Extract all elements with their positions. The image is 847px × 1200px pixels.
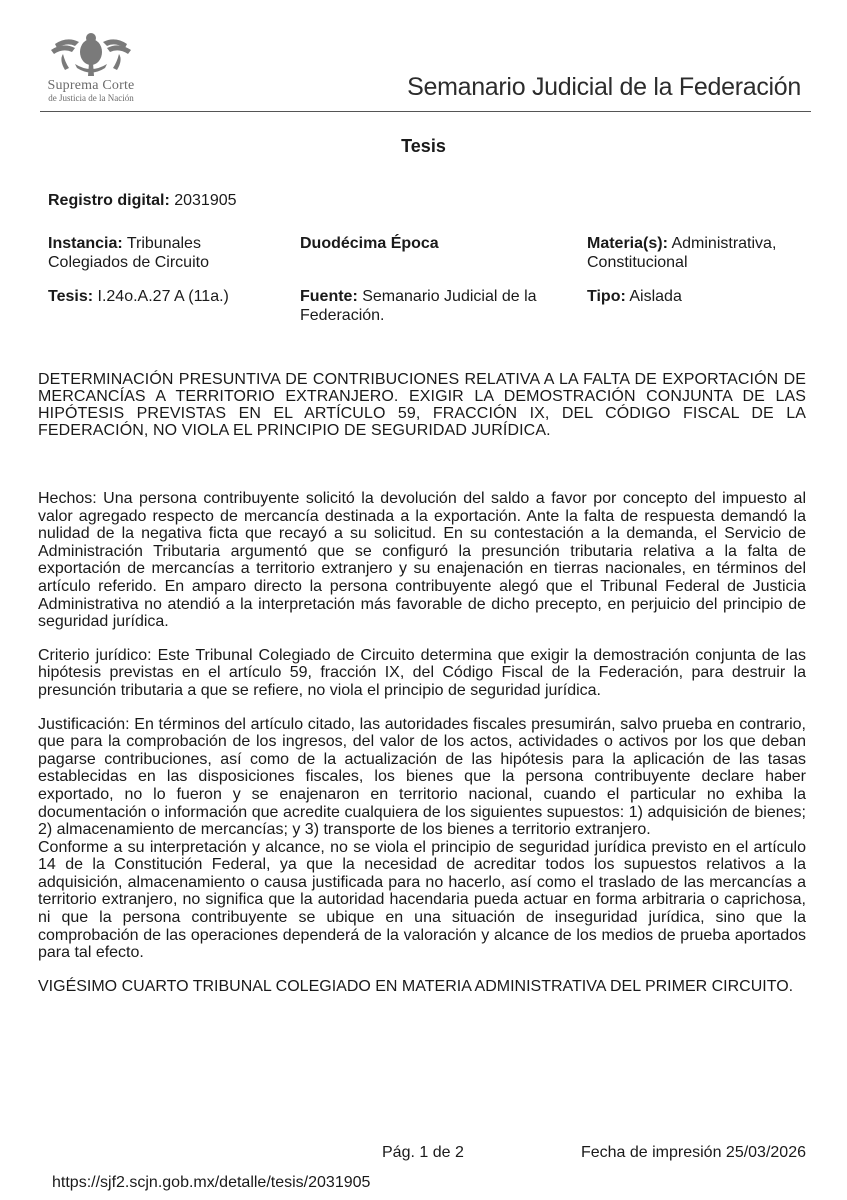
tesis-body bbox=[38, 490, 806, 995]
fuente bbox=[300, 287, 570, 325]
document-type-heading: Tesis bbox=[401, 136, 446, 156]
scjn-logo bbox=[36, 30, 146, 103]
tipo-label: Tipo: bbox=[587, 288, 626, 305]
registro-value: 2031905 bbox=[174, 192, 237, 209]
tesis-rubro: DETERMINACIÓN PRESUNTIVA DE CONTRIBUCIONES RELATIVA A LA FALTA DE EXPORTACIÓN DE MERCANCÍAS A TERRITORIO EXTRANJERO. EXIGIR LA DEMOSTRACIÓN CONJUNTA DE LAS HIPÓTESIS PREVISTAS EN EL ARTÍCULO 59, FRACCIÓN IX, DEL CÓDIGO FISCAL DE LA FEDERACIÓN, NO VIOLA EL PRINCIPIO DE SEGURIDAD JURÍDICA. bbox=[38, 371, 806, 439]
fuente-label: Fuente: bbox=[300, 288, 358, 305]
instancia-label: Instancia: bbox=[48, 235, 123, 252]
tipo bbox=[587, 287, 682, 306]
print-date: Fecha de impresión 25/03/2026 bbox=[580, 1144, 806, 1161]
conforme-paragraph: Conforme a su interpretación y alcance, no se viola el principio de seguridad jurídica previsto en el artículo 14 de la Constitución Federal, ya que la necesidad de acreditar todos los supuestos relativos a la adquisición, almacenamiento o causa justificada para no hacerlo, así como el traslado de las mercancías a territorio extranjero, no significa que la autoridad hacendaria pueda actuar en forma arbitraria o caprichosa, ni que la persona contribuyente se ubique en una situación de inseguridad jurídica, sino que la comprobación de las operaciones dependerá de la valoración y alcance de los medios de prueba aportados para tal efecto. bbox=[38, 838, 806, 962]
registro-label: Registro digital: bbox=[48, 192, 170, 209]
eagle-seal-icon bbox=[45, 30, 137, 80]
logo-subname: de Justicia de la Nación bbox=[48, 93, 134, 103]
fuente-value: Semanario Judicial de la Federación. bbox=[300, 288, 537, 324]
criterio-paragraph: Criterio jurídico: Este Tribunal Colegiado de Circuito determina que exigir la demostración conjunta de las hipótesis previstas en el artículo 59, fracción IX, del Código Fiscal de la Federación, para destruir la presunción tributaria a que se refiere, no viola el principio de seguridad jurídica. bbox=[38, 646, 806, 699]
tribunal-name: VIGÉSIMO CUARTO TRIBUNAL COLEGIADO EN MATERIA ADMINISTRATIVA DEL PRIMER CIRCUITO. bbox=[38, 977, 794, 995]
tesis-id bbox=[48, 287, 288, 306]
tesis-label: Tesis: bbox=[48, 288, 94, 305]
site-title: Semanario Judicial de la Federación bbox=[407, 73, 801, 101]
registro-digital bbox=[48, 191, 237, 210]
epoca-value: Duodécima Época bbox=[300, 235, 439, 252]
instancia-value: Tribunales Colegiados de Circuito bbox=[48, 235, 209, 271]
tipo-value: Aislada bbox=[629, 288, 682, 305]
instancia bbox=[48, 234, 268, 272]
materia-label: Materia(s): bbox=[587, 235, 668, 252]
page-number: Pág. 1 de 2 bbox=[382, 1144, 464, 1161]
epoca bbox=[300, 234, 439, 253]
materia bbox=[587, 234, 817, 272]
hechos-paragraph: Hechos: Una persona contribuyente solicitó la devolución del saldo a favor por concepto del impuesto al valor agregado respecto de mercancía destinada a la exportación. Ante la falta de respuesta demandó la nulidad de la negativa ficta que recayó a su solicitud. En su contestación a la demanda, el Servicio de Administración Tributaria argumentó que se configuró la presunción tributaria relativa a la falta de exportación de mercancías a territorio extranjero y su enajenación en tierras nacionales, en términos del artículo referido. En amparo directo la persona contribuyente alegó que el Tribunal Federal de Justicia Administrativa no atendió a la interpretación más favorable de dicho precepto, en perjuicio del principio de seguridad jurídica. bbox=[38, 490, 806, 631]
logo-name: Suprema Corte bbox=[47, 78, 135, 93]
header-divider bbox=[40, 111, 811, 112]
materia-value: Administrativa, Constitucional bbox=[587, 235, 777, 271]
tesis-value: I.24o.A.27 A (11a.) bbox=[97, 288, 229, 305]
justificacion-paragraph: Justificación: En términos del artículo citado, las autoridades fiscales presumirán, salvo prueba en contrario, que para la comprobación de los ingresos, del valor de los actos, actividades o activos por los que deban pagarse contribuciones, así como de la actualización de las hipótesis para la aplicación de las tasas establecidas en las disposiciones fiscales, los bienes que la persona contribuyente declare haber exportado, no lo fueron y se enajenaron en territorio nacional, cuando el particular no exhiba la documentación o información que acredite cualquiera de los siguientes supuestos: 1) adquisición de bienes; 2) almacenamiento de mercancías; y 3) transporte de los bienes a territorio extranjero. bbox=[38, 715, 806, 839]
source-url[interactable]: https://sjf2.scjn.gob.mx/detalle/tesis/2031905 bbox=[52, 1174, 371, 1191]
